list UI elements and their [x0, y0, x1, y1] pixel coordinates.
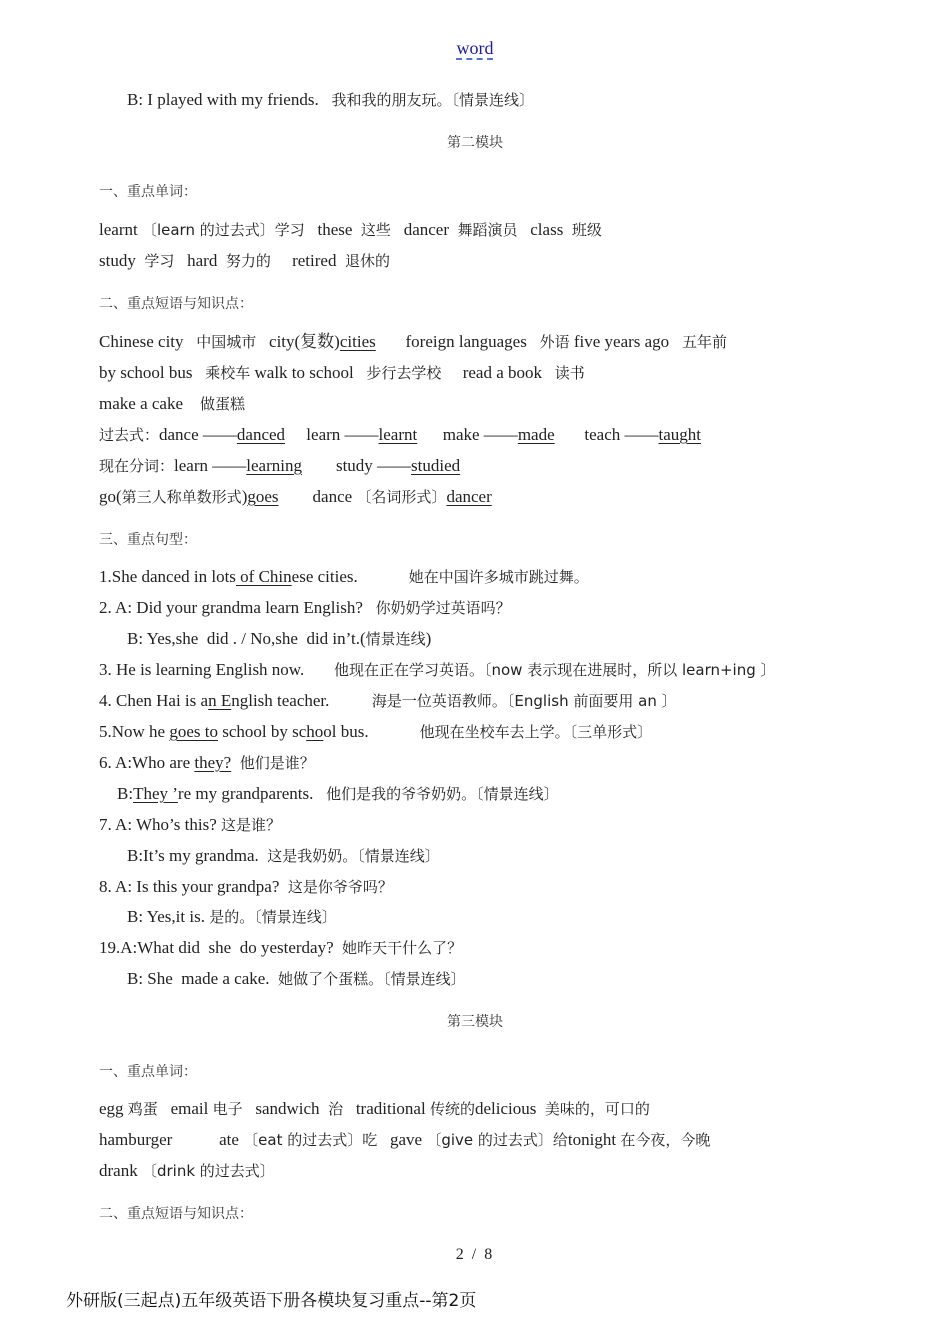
sentence-translation: 他们是我的爷爷奶奶。〔情景连线〕: [326, 785, 559, 803]
module3-title: 第三模块: [447, 1014, 503, 1030]
sentence-underline: they?: [194, 753, 232, 772]
phrase-line3: [99, 393, 245, 415]
module3-heading-phrases: 二、重点短语与知识点：: [99, 1206, 253, 1222]
phrase-meaning: 五年前: [681, 333, 727, 351]
sentence-5: [99, 721, 652, 743]
vocab-word: drank: [99, 1161, 138, 1180]
vocab-word: egg: [99, 1099, 124, 1118]
sentence-text: B: Yes,it is.: [127, 907, 205, 926]
sentence-text: ese cities.: [291, 567, 358, 586]
vocab-meaning: 治: [328, 1100, 344, 1118]
phrase: by school bus: [99, 363, 193, 382]
paren: ): [241, 487, 248, 506]
sentence-text: B:: [117, 784, 134, 803]
page-number: 2 / 8: [455, 1246, 495, 1263]
header-word[interactable]: word: [456, 38, 494, 58]
sentence-text: 4. Chen Hai is a: [99, 691, 209, 710]
sentence-text: B: She made a cake.: [127, 969, 270, 988]
sentence-8: [99, 876, 393, 898]
vocab-word: dancer: [403, 220, 449, 239]
paren: ): [425, 629, 432, 648]
sentence-translation: 这是你爷爷吗？: [287, 878, 393, 896]
sentence-text: nglish teacher.: [231, 691, 330, 710]
vocab-word: hard: [187, 251, 218, 270]
sentence-text: B: Yes,she did . / No,she did in’t.(: [127, 629, 366, 648]
vocab-word: class: [530, 220, 564, 239]
vocab-word: these: [317, 220, 353, 239]
sentence-text: school by sc: [218, 722, 307, 741]
vocab-meaning: 努力的: [225, 252, 271, 270]
answer-underlined: dancer: [446, 487, 492, 506]
sentence-3: [99, 659, 776, 681]
top-line-en: B: I played with my friends.: [127, 90, 319, 109]
vocab-word: delicious: [474, 1099, 537, 1118]
sentence-text: re my grandparents.: [177, 784, 314, 803]
module2-vocab-line1: [99, 219, 602, 241]
vocab-meaning: 这些: [360, 221, 391, 239]
sentence-text: ol bus.: [323, 722, 369, 741]
sentence-9: [99, 937, 462, 959]
sentence-text: 5.Now he: [99, 722, 170, 741]
top-line-cn: 我和我的朋友玩。〔情景连线〕: [331, 91, 534, 109]
phrase: Chinese city: [99, 332, 184, 351]
sentence-translation: 海是一位英语教师。〔English 前面要用 an 〕: [371, 692, 677, 710]
sentence-2: [99, 597, 511, 619]
sentence-translation: 你奶奶学过英语吗？: [375, 599, 511, 617]
sentence-text: 2. A: Did your grandma learn English?: [99, 598, 363, 617]
vocab-word: tonight: [567, 1130, 617, 1149]
answer-underlined: learning: [246, 456, 302, 475]
verb: make ——: [442, 425, 518, 444]
verb: learn ——: [174, 456, 247, 475]
sentence-translation: 这是我奶奶。〔情景连线〕: [267, 847, 440, 865]
vocab-meaning: 在今夜，今晚: [620, 1131, 711, 1149]
vocab-meaning: 舞蹈演员: [457, 221, 518, 239]
answer-underlined: cities: [339, 332, 376, 351]
vocab-meaning: 美味的，可口的: [544, 1100, 650, 1118]
phrase-line2: [99, 362, 585, 384]
verb: teach ——: [584, 425, 659, 444]
module2-heading-vocab: 一、重点单词：: [99, 184, 197, 200]
vocab-word: email: [170, 1099, 209, 1118]
vocab-meaning: 〔drink 的过去式〕: [141, 1162, 275, 1180]
phrase-line1: [99, 331, 727, 353]
third-person-line: [99, 486, 492, 508]
sentence-7: [99, 814, 281, 836]
answer-underlined: made: [517, 425, 555, 444]
sentence-6: [99, 752, 315, 774]
past-tense-line: [99, 424, 701, 446]
verb: dance: [312, 487, 353, 506]
phrase: foreign languages: [405, 332, 527, 351]
form-note: 〔名词形式〕: [356, 488, 447, 506]
form-note: 第三人称单数形式: [121, 488, 242, 506]
vocab-word: retired: [292, 251, 337, 270]
sentence-4: [99, 690, 677, 712]
vocab-word: gave: [390, 1130, 423, 1149]
sentence-text: 7. A: Who’s this?: [99, 815, 217, 834]
module3-heading-vocab: 一、重点单词：: [99, 1064, 197, 1080]
answer-underlined: learnt: [378, 425, 418, 444]
sentence-translation: 她在中国许多城市跳过舞。: [408, 568, 589, 586]
sentence-text: 1.She danced in lots: [99, 567, 236, 586]
answer-underlined: studied: [411, 456, 461, 475]
sentence-text: 8. A: Is this your grandpa?: [99, 877, 280, 896]
vocab-word: ate: [219, 1130, 239, 1149]
module3-vocab-line3: [99, 1160, 275, 1182]
vocab-meaning: 〔give 的过去式〕给: [426, 1131, 568, 1149]
sentence-text: 3. He is learning English now.: [99, 660, 305, 679]
phrase-meaning: 做蛋糕: [200, 395, 246, 413]
phrase: five years ago: [573, 332, 670, 351]
module3-vocab-line2: [99, 1129, 710, 1151]
verb: go(: [99, 487, 122, 506]
vocab-meaning: 学习: [144, 252, 175, 270]
vocab-word: hamburger: [99, 1130, 173, 1149]
sentence-8b: [127, 906, 337, 928]
phrase: read a book: [462, 363, 542, 382]
vocab-word: sandwich: [255, 1099, 320, 1118]
sentence-translation: 他们是谁？: [239, 754, 315, 772]
vocab-word: traditional: [355, 1099, 426, 1118]
sentence-translation: 她做了个蛋糕。〔情景连线〕: [278, 970, 466, 988]
sentence-underline: ho: [306, 722, 324, 741]
sentence-translation: 他现在正在学习英语。〔now 表示现在进展时，所以 learn+ing 〕: [333, 661, 776, 679]
answer-underlined: goes: [247, 487, 279, 506]
module2-heading-sentences: 三、重点句型：: [99, 532, 197, 548]
vocab-meaning: 电子: [212, 1100, 243, 1118]
vocab-meaning: 班级: [571, 221, 602, 239]
module2-heading-phrases: 二、重点短语与知识点：: [99, 296, 253, 312]
sentence-text: 19.A:What did she do yesterday?: [99, 938, 334, 957]
past-tense-label: 过去式：: [99, 426, 160, 444]
answer-underlined: taught: [658, 425, 701, 444]
module3-vocab-line1: [99, 1098, 650, 1120]
sentence-underline: They ’: [133, 784, 178, 803]
present-participle-line: [99, 455, 460, 477]
phrase: walk to school: [254, 363, 354, 382]
sentence-underline: of Chin: [235, 567, 292, 586]
sentence-translation: 她昨天干什么了？: [342, 939, 463, 957]
present-participle-label: 现在分词：: [99, 457, 175, 475]
sentence-9b: [127, 968, 466, 990]
vocab-meaning: 鸡蛋: [127, 1100, 158, 1118]
phrase-meaning: 乘校车: [205, 364, 251, 382]
answer-underlined: danced: [236, 425, 286, 444]
vocab-meaning: 〔learn 的过去式〕学习: [141, 221, 305, 239]
sentence-underline: goes to: [169, 722, 218, 741]
top-line: [127, 89, 534, 111]
sentence-7b: [127, 845, 440, 867]
sentence-2b: [127, 628, 431, 650]
sentence-text: B:It’s my grandma.: [127, 846, 259, 865]
phrase: make a cake: [99, 394, 183, 413]
sentence-text: 6. A:Who are: [99, 753, 195, 772]
sentence-1: [99, 566, 589, 588]
verb: learn ——: [306, 425, 379, 444]
phrase-meaning: 外语: [539, 333, 570, 351]
vocab-meaning: 〔eat 的过去式〕吃: [243, 1131, 378, 1149]
verb: study ——: [335, 456, 412, 475]
header-word-link[interactable]: [0, 38, 950, 59]
phrase-meaning: 读书: [554, 364, 585, 382]
vocab-meaning: 传统的: [429, 1100, 475, 1118]
sentence-translation: 这是谁？: [221, 816, 282, 834]
module2-title: 第二模块: [447, 135, 503, 151]
sentence-6b: [117, 783, 559, 805]
sentence-translation: 情景连线: [365, 630, 426, 648]
vocab-word: study: [99, 251, 136, 270]
phrase: city(复数): [269, 332, 340, 351]
module2-vocab-line2: [99, 250, 390, 272]
phrase-meaning: 步行去学校: [366, 364, 442, 382]
vocab-meaning: 退休的: [344, 252, 390, 270]
sentence-translation: 他现在坐校车去上学。〔三单形式〕: [419, 723, 653, 741]
vocab-word: learnt: [99, 220, 138, 239]
verb: dance ——: [159, 425, 237, 444]
document-footer-title: 外研版(三起点)五年级英语下册各模块复习重点--第2页: [66, 1291, 477, 1311]
phrase-meaning: 中国城市: [196, 333, 257, 351]
sentence-underline: n E: [208, 691, 232, 710]
sentence-translation: 是的。〔情景连线〕: [209, 908, 337, 926]
